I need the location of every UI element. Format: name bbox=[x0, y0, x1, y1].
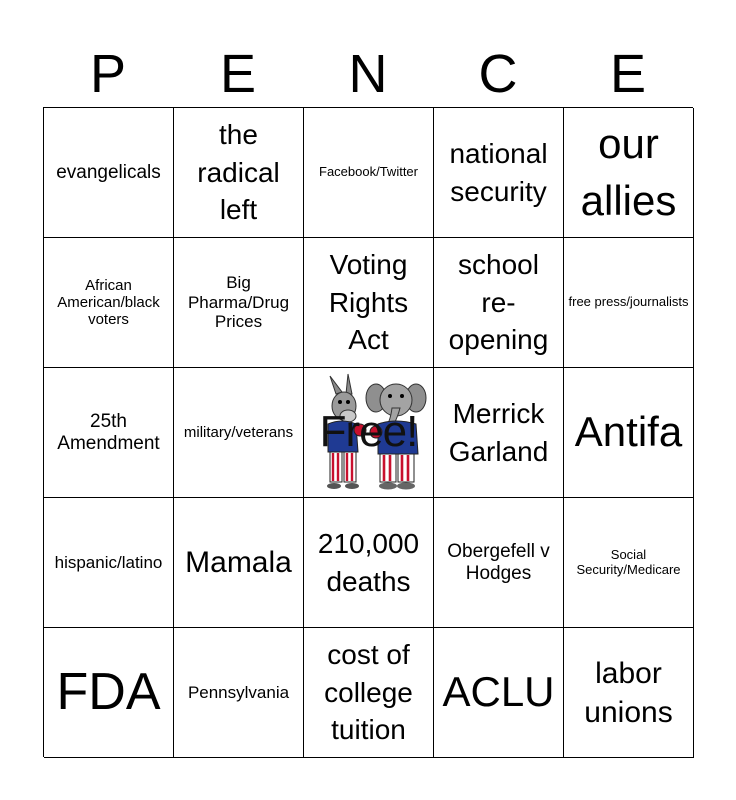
bingo-cell[interactable]: Obergefell v Hodges bbox=[434, 498, 564, 628]
bingo-cell[interactable]: Pennsylvania bbox=[174, 628, 304, 758]
bingo-cell[interactable]: military/veterans bbox=[174, 368, 304, 498]
bingo-cell[interactable]: evangelicals bbox=[44, 108, 174, 238]
header-letter-e2: E bbox=[609, 44, 647, 104]
bingo-cell[interactable]: Mamala bbox=[174, 498, 304, 628]
bingo-cell[interactable]: FDA bbox=[44, 628, 174, 758]
bingo-cell[interactable]: free press/journalists bbox=[564, 238, 694, 368]
header-letter-c: C bbox=[478, 44, 518, 104]
bingo-cell[interactable]: the radical left bbox=[174, 108, 304, 238]
bingo-board bbox=[43, 107, 693, 757]
bingo-cell[interactable]: African American/black voters bbox=[44, 238, 174, 368]
bingo-cell[interactable]: hispanic/latino bbox=[44, 498, 174, 628]
bingo-cell[interactable]: ACLU bbox=[434, 628, 564, 758]
bingo-cell[interactable]: Big Pharma/Drug Prices bbox=[174, 238, 304, 368]
header-letter-e: E bbox=[219, 44, 257, 104]
bingo-cell[interactable]: 25th Amendment bbox=[44, 368, 174, 498]
bingo-cell[interactable]: labor unions bbox=[564, 628, 694, 758]
bingo-cell[interactable]: Voting Rights Act bbox=[304, 238, 434, 368]
bingo-cell[interactable]: Facebook/Twitter bbox=[304, 108, 434, 238]
bingo-cell[interactable]: school re-opening bbox=[434, 238, 564, 368]
free-space-cell[interactable] bbox=[304, 368, 434, 498]
bingo-cell[interactable]: Merrick Garland bbox=[434, 368, 564, 498]
bingo-cell[interactable]: Social Security/Medicare bbox=[564, 498, 694, 628]
header-letter-p: P bbox=[89, 44, 127, 104]
bingo-cell[interactable]: Antifa bbox=[564, 368, 694, 498]
header-letter-n: N bbox=[348, 44, 388, 104]
bingo-cell[interactable]: our allies bbox=[564, 108, 694, 238]
free-space-label: Free! bbox=[319, 407, 418, 457]
bingo-cell[interactable]: cost of college tuition bbox=[304, 628, 434, 758]
bingo-cell[interactable]: 210,000 deaths bbox=[304, 498, 434, 628]
bingo-cell[interactable]: national security bbox=[434, 108, 564, 238]
bingo-header bbox=[43, 40, 693, 108]
